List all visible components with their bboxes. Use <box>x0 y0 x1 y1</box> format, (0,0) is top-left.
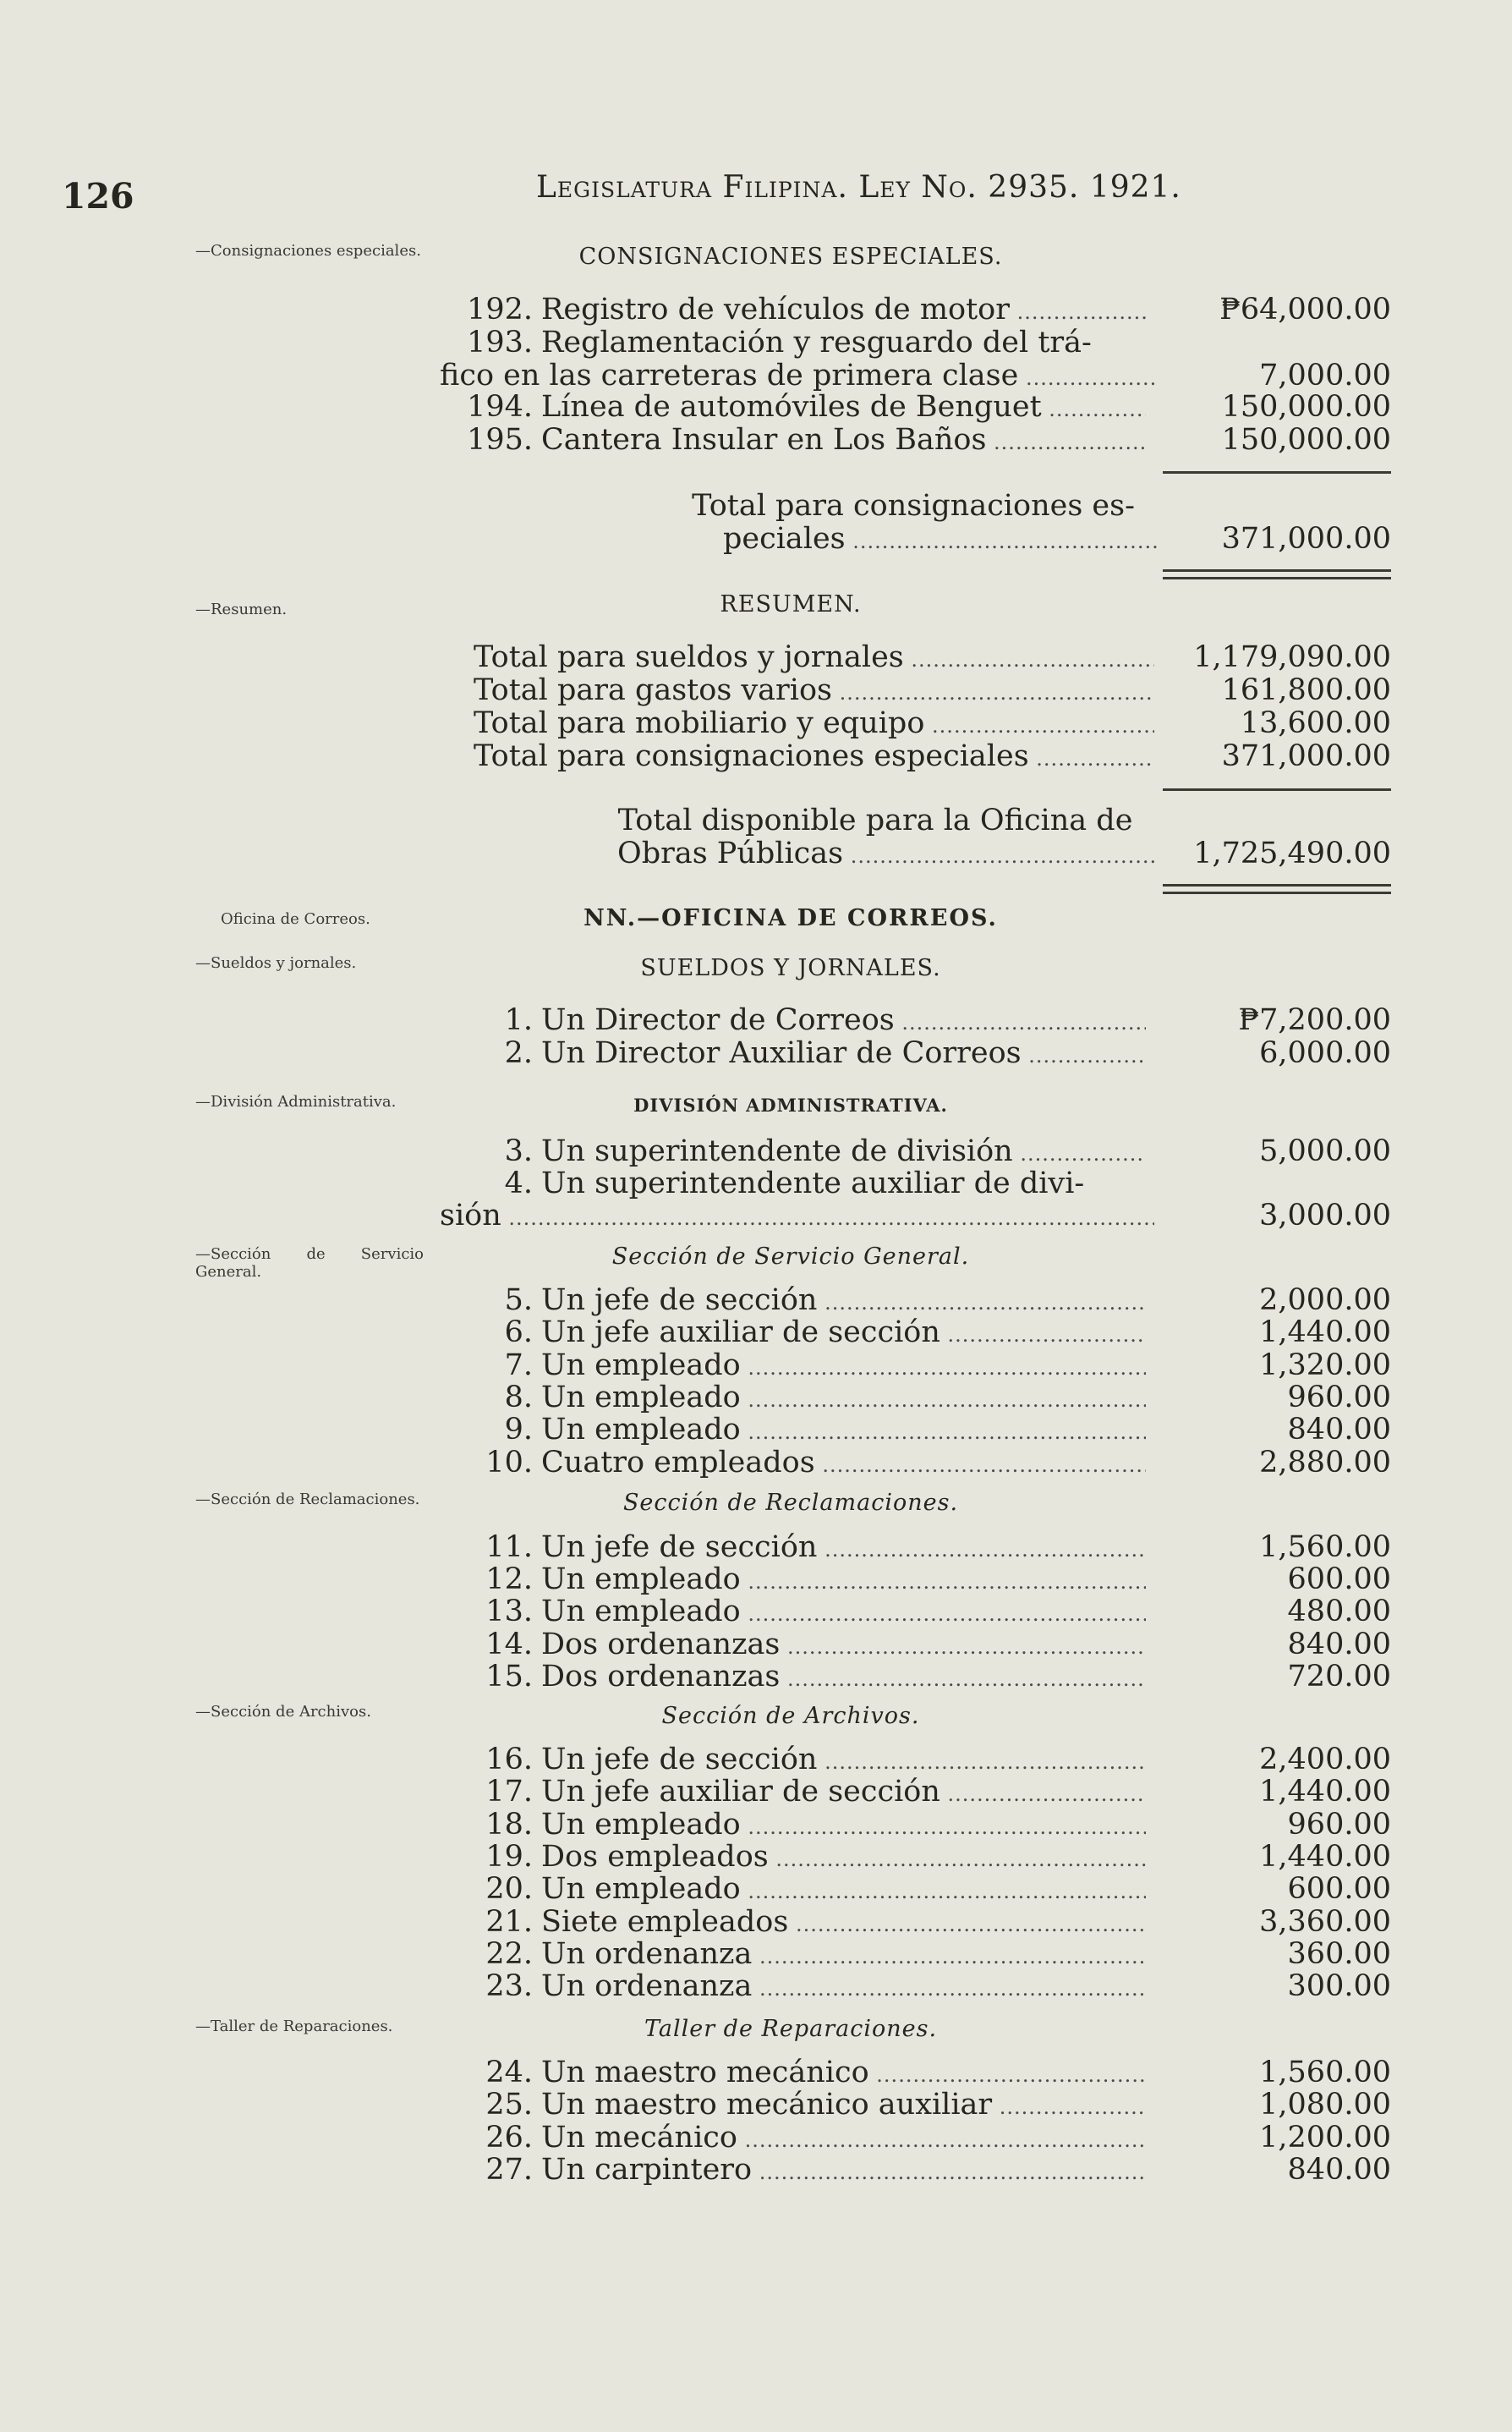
item-amount: 360.00 <box>1287 1937 1391 1971</box>
item-num: 18. <box>485 1808 533 1842</box>
item-num: 6. <box>504 1315 533 1349</box>
item-amount: 2,880.00 <box>1259 1446 1391 1480</box>
list-item <box>431 1315 1391 1349</box>
margin-note-consignaciones: —Consignaciones especiales. <box>195 242 421 260</box>
list-item <box>431 1530 1391 1564</box>
item-description: Dos ordenanzas ..... <box>541 1628 1146 1664</box>
list-item: 195. Cantera Insular en Los Baños ..... 150,000.00 <box>431 423 1391 457</box>
list-item: sión ..... 3,000.00 <box>440 1199 1391 1232</box>
list-item <box>431 1628 1391 1661</box>
margin-note-reclamaciones: —Sección de Reclamaciones. <box>195 1490 420 1508</box>
grand-total-double-rule <box>1163 884 1391 894</box>
item-description: Un jefe de sección ..... <box>541 1743 1146 1779</box>
item-description: Un jefe de sección ..... <box>541 1283 1146 1320</box>
list-item: 193. Reglamentación y resguardo del trá- <box>467 326 1092 360</box>
subtotal-label-1: Total para consignaciones es- <box>692 489 1135 523</box>
list-item: 4. Un superintendente auxiliar de divi- <box>504 1167 1085 1200</box>
item-num: 27. <box>485 2153 533 2187</box>
list-item <box>431 2153 1391 2187</box>
margin-note-oficina-correos: Oficina de Correos. <box>221 910 370 928</box>
item-amount: 1,440.00 <box>1259 1775 1391 1809</box>
item-num: 11. <box>485 1530 533 1564</box>
item-description: Un empleado ..... <box>541 1562 1146 1599</box>
item-amount: 960.00 <box>1287 1808 1391 1842</box>
subheading-taller: Taller de Reparaciones. <box>644 2016 938 2042</box>
item-num: 23. <box>485 1969 533 2003</box>
item-num: 19. <box>485 1840 533 1874</box>
list-item <box>431 1381 1391 1414</box>
item-num: 13. <box>485 1595 533 1628</box>
item-amount: 600.00 <box>1287 1562 1391 1596</box>
list-item: Total para consignaciones especiales ..... 371,000.00 <box>474 739 1391 773</box>
list-item <box>431 2088 1391 2122</box>
total-double-rule <box>1163 569 1391 579</box>
item-description: Un empleado ..... <box>541 1413 1146 1449</box>
item-description: Un mecánico ..... <box>541 2121 1146 2157</box>
item-amount: 3,360.00 <box>1259 1905 1391 1939</box>
item-amount: 600.00 <box>1287 1872 1391 1906</box>
subtotal-row: peciales ..... 371,000.00 <box>723 522 1391 556</box>
item-amount: 1,080.00 <box>1259 2088 1391 2122</box>
list-item: 194. Línea de automóviles de Benguet ..... 150,000.00 <box>431 390 1391 424</box>
item-amount: 960.00 <box>1287 1381 1391 1414</box>
item-num: 21. <box>485 1905 533 1939</box>
item-description: Un maestro mecánico ..... <box>541 2056 1146 2092</box>
list-item <box>431 2121 1391 2155</box>
item-num: 20. <box>485 1872 533 1906</box>
margin-note-sueldos: —Sueldos y jornales. <box>195 954 357 972</box>
item-description: Un maestro mecánico auxiliar ..... <box>541 2088 1146 2124</box>
item-amount: 1,320.00 <box>1259 1348 1391 1382</box>
list-item <box>431 1743 1391 1776</box>
item-num: 12. <box>485 1562 533 1596</box>
sum-rule <box>1163 788 1391 791</box>
item-amount: 1,440.00 <box>1259 1315 1391 1349</box>
margin-note-taller: —Taller de Reparaciones. <box>195 2018 393 2035</box>
item-num: 10. <box>485 1446 533 1480</box>
list-item <box>431 1562 1391 1596</box>
item-num: 25. <box>485 2088 533 2122</box>
grand-total-row: Obras Públicas ..... 1,725,490.00 <box>617 837 1391 870</box>
item-amount: 1,440.00 <box>1259 1840 1391 1874</box>
list-item <box>431 1937 1391 1971</box>
item-num: 17. <box>485 1775 533 1809</box>
item-description: Un ordenanza ..... <box>541 1937 1146 1974</box>
list-item <box>431 1775 1391 1809</box>
item-description: Un empleado ..... <box>541 1348 1146 1385</box>
list-item <box>431 1808 1391 1842</box>
item-amount: 2,400.00 <box>1259 1743 1391 1776</box>
list-item <box>431 1283 1391 1317</box>
list-item <box>431 1595 1391 1628</box>
item-num: 26. <box>485 2121 533 2155</box>
item-description: Un ordenanza ..... <box>541 1969 1146 2006</box>
item-num: 16. <box>485 1743 533 1776</box>
list-item: 1. Un Director de Correos ..... ₱7,200.00 <box>431 1003 1391 1037</box>
item-description: Un empleado ..... <box>541 1595 1146 1631</box>
margin-note-servicio: —Sección de Servicio General. <box>195 1245 424 1281</box>
list-item <box>431 1840 1391 1874</box>
subheading-division: DIVISIÓN ADMINISTRATIVA. <box>633 1095 948 1116</box>
item-num: 22. <box>485 1937 533 1971</box>
list-item: 192. Registro de vehículos de motor ..... ₱64,000.00 <box>431 293 1391 327</box>
list-item: Total para gastos varios ..... 161,800.00 <box>474 673 1391 707</box>
item-description: Siete empleados ..... <box>541 1905 1146 1941</box>
list-item <box>431 1905 1391 1939</box>
item-description: Un empleado ..... <box>541 1872 1146 1908</box>
list-item: 2. Un Director Auxiliar de Correos ..... 6,000.00 <box>431 1036 1391 1070</box>
item-num: 7. <box>504 1348 533 1382</box>
item-amount: 840.00 <box>1287 1628 1391 1661</box>
item-description: Un carpintero ..... <box>541 2153 1146 2189</box>
item-num: 9. <box>504 1413 533 1447</box>
list-item: 3. Un superintendente de división ..... 5,000.00 <box>431 1134 1391 1168</box>
list-item <box>431 2056 1391 2089</box>
item-num: 14. <box>485 1628 533 1661</box>
margin-note-archivos: —Sección de Archivos. <box>195 1703 371 1721</box>
item-description: Un empleado ..... <box>541 1381 1146 1417</box>
sum-rule <box>1163 471 1391 474</box>
item-description: Un jefe de sección ..... <box>541 1530 1146 1567</box>
list-item <box>431 1969 1391 2003</box>
item-description: Dos ordenanzas ..... <box>541 1660 1146 1696</box>
page-number: 126 <box>62 176 134 217</box>
list-item <box>431 1872 1391 1906</box>
item-amount: 480.00 <box>1287 1595 1391 1628</box>
section-heading-resumen: RESUMEN. <box>720 591 862 618</box>
list-item <box>431 1660 1391 1694</box>
item-description: Un jefe auxiliar de sección ..... <box>541 1315 1146 1352</box>
item-num: 5. <box>504 1283 533 1317</box>
item-description: Dos empleados ..... <box>541 1840 1146 1876</box>
item-amount: 1,560.00 <box>1259 1530 1391 1564</box>
list-item <box>431 1413 1391 1447</box>
subheading-sueldos: SUELDOS Y JORNALES. <box>640 955 941 981</box>
list-item: Total para mobiliario y equipo ..... 13,600.00 <box>474 706 1391 740</box>
running-head: Legislatura Filipina. Ley No. 2935. 1921. <box>536 170 1181 205</box>
list-item <box>431 1446 1391 1480</box>
item-description: Cuatro empleados ..... <box>541 1446 1146 1482</box>
item-amount: 2,000.00 <box>1259 1283 1391 1317</box>
margin-note-resumen: —Resumen. <box>195 601 288 618</box>
subheading-servicio: Sección de Servicio General. <box>611 1243 970 1270</box>
list-item: fico en las carreteras de primera clase ..... 7,000.00 <box>440 359 1391 393</box>
item-num: 8. <box>504 1381 533 1414</box>
item-amount: 720.00 <box>1287 1660 1391 1694</box>
list-item: Total para sueldos y jornales ..... 1,179,090.00 <box>474 640 1391 674</box>
item-description: Un empleado ..... <box>541 1808 1146 1844</box>
item-num: 15. <box>485 1660 533 1694</box>
item-description: Un jefe auxiliar de sección ..... <box>541 1775 1146 1811</box>
subheading-reclamaciones: Sección de Reclamaciones. <box>622 1490 959 1516</box>
item-amount: 840.00 <box>1287 2153 1391 2187</box>
item-amount: 300.00 <box>1287 1969 1391 2003</box>
section-heading-consignaciones: CONSIGNACIONES ESPECIALES. <box>578 244 1003 270</box>
section-heading-correos: NN.—OFICINA DE CORREOS. <box>583 905 998 931</box>
subheading-archivos: Sección de Archivos. <box>661 1703 920 1729</box>
item-amount: 1,200.00 <box>1259 2121 1391 2155</box>
item-amount: 1,560.00 <box>1259 2056 1391 2089</box>
list-item <box>431 1348 1391 1382</box>
item-amount: 840.00 <box>1287 1413 1391 1447</box>
margin-note-division: —División Administrativa. <box>195 1093 397 1111</box>
grand-total-label-1: Total disponible para la Oficina de <box>617 804 1133 837</box>
item-num: 24. <box>485 2056 533 2089</box>
